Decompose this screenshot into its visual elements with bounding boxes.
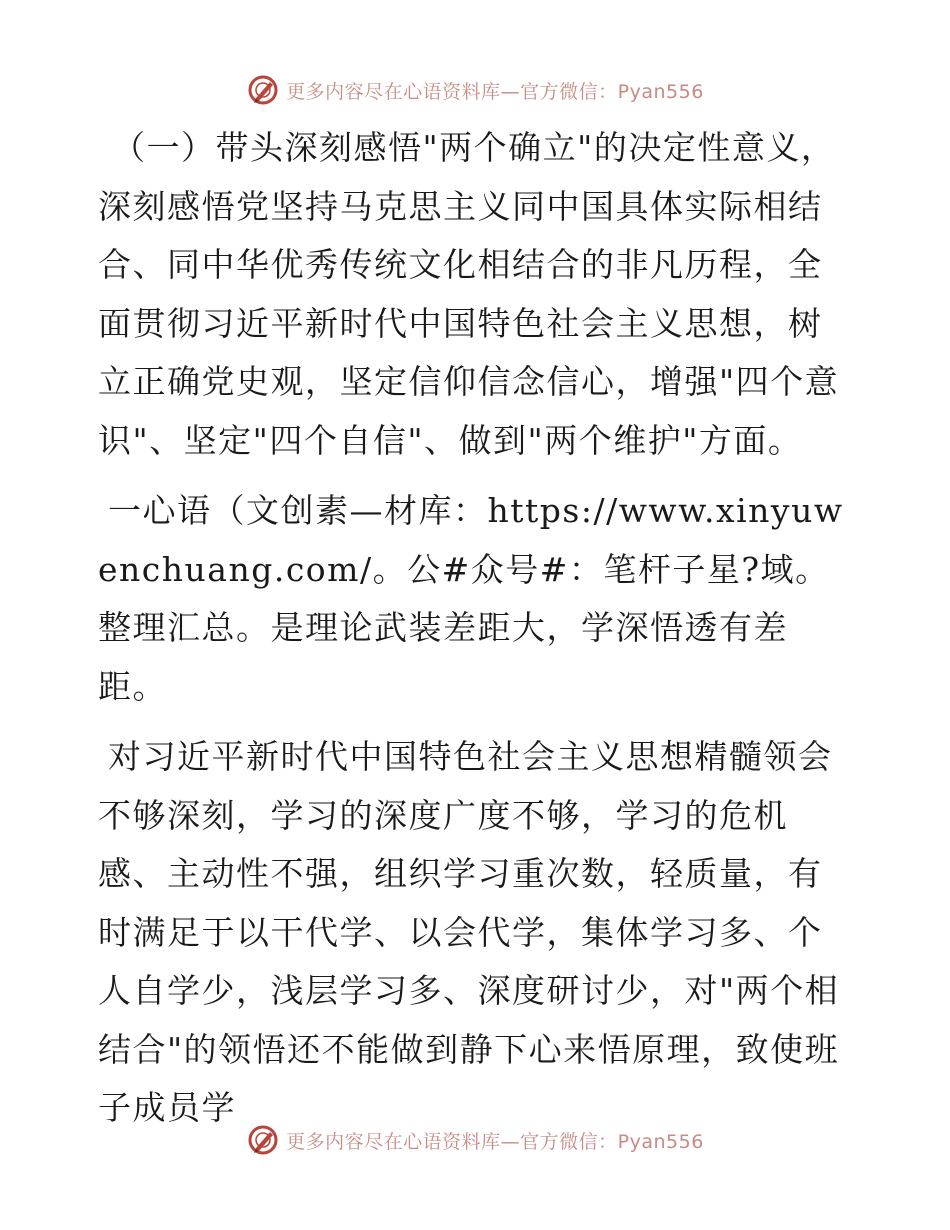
pen-circle-logo-icon [246,73,280,107]
watermark-text: 更多内容尽在心语资料库—官方微信：Pyan556 [286,1130,704,1153]
paragraph-2: 一心语（文创素—材库：https://www.xinyuwenchuang.com/。公#众号#：笔杆子星?域。整理汇总。是理论武装差距大，学深悟透有差距。 [98,491,844,706]
paragraph-1: （一）带头深刻感悟"两个确立"的决定性意义，深刻感悟党坚持马克思主义同中国具体实际相结合、同中华优秀传统文化相结合的非凡历程，全面贯彻习近平新时代中国特色社会主义思想，树立正确党史观，坚定信仰信念信心，增强"四个意识"、坚定"四个自信"、做到"两个维护"方面。 [98,128,840,460]
footer-watermark [0,1120,950,1160]
header-watermark [0,70,950,110]
paragraph-3: 对习近平新时代中国特色社会主义思想精髓领会不够深刻，学习的深度广度不够，学习的危机感、主动性不强，组织学习重次数，轻质量，有时满足于以干代学、以会代学，集体学习多、个人自学少，浅层学习多、深度研讨少，对"两个相结合"的领悟还不能做到静下心来悟原理，致使班子成员学 [98,737,840,1127]
document-body [98,119,850,1138]
watermark-text: 更多内容尽在心语资料库—官方微信：Pyan556 [286,80,704,103]
pen-circle-logo-icon [246,1123,280,1157]
